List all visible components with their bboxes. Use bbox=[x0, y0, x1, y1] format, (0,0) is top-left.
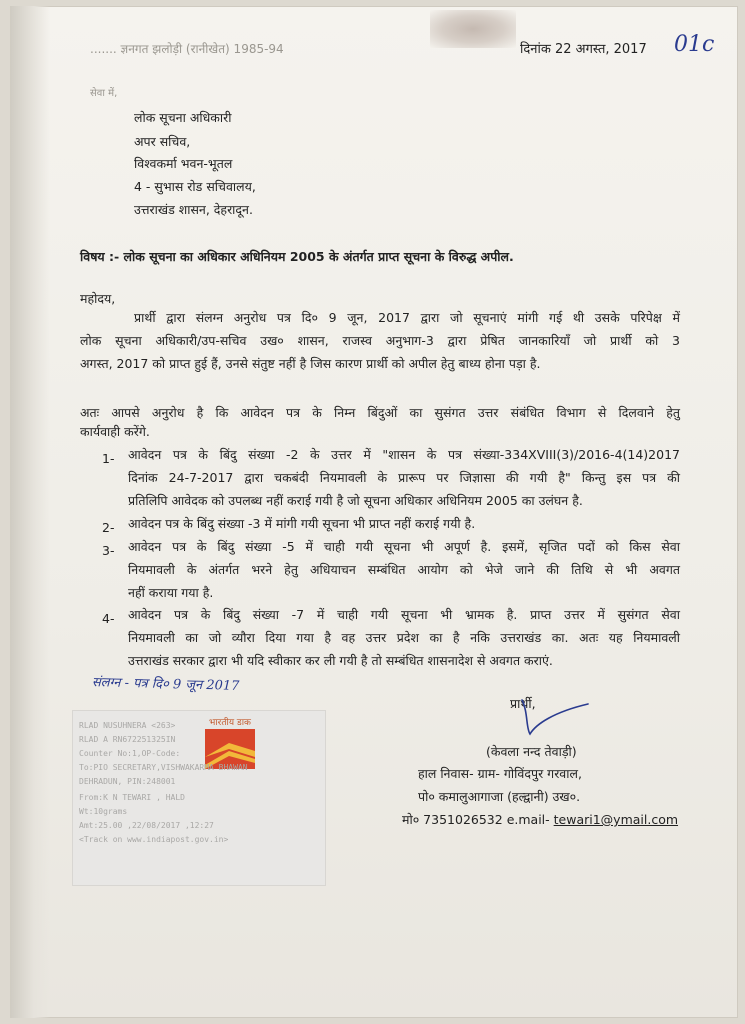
point-1-line-3: प्रतिलिपि आवेदक को उपलब्ध नहीं कराई गयी है जो सूचना अधिकार अधिनियम 2005 का उलंघन है. bbox=[128, 493, 583, 508]
enclosure-note: संलग्न - पत्र दि० 9 जून 2017 bbox=[91, 675, 240, 694]
point-3-line-3: नहीं कराया गया है. bbox=[128, 585, 214, 600]
point-2-number: 2- bbox=[102, 520, 115, 535]
point-3-line-1: आवेदन पत्र के बिंदु संख्या -5 में चाही गयी सूचना भी अपूर्ण है. इसमें, सृजित पदों को किस सेवा bbox=[128, 539, 680, 554]
greeting: महोदय, bbox=[80, 291, 116, 306]
sender-line: ....... ज्ञनगत झलोड़ी (रानीखेत) 1985-94 bbox=[90, 42, 284, 56]
para2-line-1: अतः आपसे अनुरोध है कि आवेदन पत्र के निम्न बिंदुओं का सुसंगत उत्तर संबंधित विभाग से दिलवाने हेतु bbox=[80, 405, 680, 420]
receipt-line-3: Counter No:1,OP-Code: bbox=[79, 749, 181, 758]
email-address: tewari1@ymail.com bbox=[553, 812, 679, 827]
binding-shadow bbox=[10, 6, 50, 1018]
address-line-1: हाल निवास- ग्राम- गोविंदपुर गरवाल, bbox=[418, 766, 582, 781]
point-1-number: 1- bbox=[102, 451, 115, 466]
point-1-line-2: दिनांक 24-7-2017 द्वारा चकबंदी नियमावली के प्रारूप पर जिज्ञासा की गयी है" किन्तु इस पत्र की bbox=[128, 470, 680, 485]
para1-line-2: लोक सूचना अधिकारी/उप-सचिव उख० शासन, राजस्व अनुभाग-3 द्वारा प्रेषित जानकारियाँ जो प्रार्थी को 3 bbox=[80, 333, 680, 348]
point-4-line-1: आवेदन पत्र के बिंदु संख्या -7 में चाही गयी सूचना भी भ्रामक है. प्राप्त उत्तर में सुसंगत सेवा bbox=[128, 607, 680, 622]
india-post-logo-text: भारतीय डाक bbox=[209, 718, 251, 728]
letter-date: दिनांक 22 अगस्त, 2017 bbox=[520, 42, 647, 57]
recipient-line-1: लोक सूचना अधिकारी bbox=[134, 110, 232, 125]
subject-line: विषय :- लोक सूचना का अधिकार अधिनियम 2005 के अंतर्गत प्राप्त सूचना के विरुद्ध अपील. bbox=[80, 249, 514, 264]
receipt-line-9: <Track on www.indiapost.gov.in> bbox=[79, 835, 229, 844]
point-2-line-1: आवेदन पत्र के बिंदु संख्या -3 में मांगी गयी सूचना भी प्राप्त नहीं कराई गयी है. bbox=[128, 516, 476, 531]
letter-page bbox=[10, 6, 738, 1018]
address-line-2: पो० कमालुआगाजा (हल्द्वानी) उख०. bbox=[418, 789, 581, 804]
point-4-line-3: उत्तराखंड सरकार द्वारा भी यदि स्वीकार कर ली गयी है तो सम्बंधित शासनादेश से अवगत कराएं. bbox=[128, 653, 553, 668]
page-mark: 01c bbox=[674, 32, 715, 57]
signature-scribble bbox=[510, 694, 600, 740]
salutation-to: सेवा में, bbox=[90, 88, 118, 99]
receipt-line-8: Amt:25.00 ,22/08/2017 ,12:27 bbox=[79, 821, 214, 830]
receipt-line-4: To:PIO SECRETARY,VISHWAKARMA BHAWAN bbox=[79, 763, 248, 772]
signatory-name: (केवला नन्द तेवाड़ी) bbox=[486, 744, 577, 759]
point-4-number: 4- bbox=[102, 611, 115, 626]
point-4-line-2: नियमावली का जो व्यौरा दिया गया है वह उत्तर प्रदेश का है नकि उत्तराखंड का. अतः यह नियमावली bbox=[128, 630, 680, 645]
para2-line-2: कार्यवाही करेंगे. bbox=[80, 424, 150, 439]
recipient-line-5: उत्तराखंड शासन, देहरादून. bbox=[134, 202, 253, 217]
receipt-line-6: From:K N TEWARI , HALD bbox=[79, 793, 185, 802]
point-3-line-2: नियमावली के अंतर्गत भरने हेतु अधियाचन सम्बंधित आयोग को भेजे जाने की तिथि से भी अवगत bbox=[128, 562, 680, 577]
recipient-line-4: 4 - सुभास रोड सचिवालय, bbox=[134, 179, 256, 194]
recipient-line-3: विश्वकर्मा भवन-भूतल bbox=[134, 156, 233, 171]
recipient-line-2: अपर सचिव, bbox=[134, 134, 191, 149]
prarthi-label: प्रार्थी, bbox=[510, 696, 536, 711]
mobile-line bbox=[402, 812, 678, 828]
mobile-number: मो० 7351026532 e.mail- bbox=[402, 812, 550, 827]
receipt-line-2: RLAD A RN672251325IN bbox=[79, 735, 176, 744]
para1-line-3: अगस्त, 2017 को प्राप्त हुई हैं, उनसे संतुष्ट नहीं है जिस कारण प्रार्थी को अपील हेतु बाध्य होना पड़ा है. bbox=[80, 356, 541, 371]
postal-receipt bbox=[72, 710, 326, 886]
receipt-line-1: RLAD NUSUHNERA <263> bbox=[79, 721, 176, 730]
receipt-line-7: Wt:10grams bbox=[79, 807, 128, 816]
point-1-line-1: आवेदन पत्र के बिंदु संख्या -2 के उत्तर में "शासन के पत्र संख्या-334XVIII(3)/2016-4(14)2017 bbox=[128, 447, 680, 462]
receipt-line-5: DEHRADUN, PIN:248001 bbox=[79, 777, 176, 786]
point-3-number: 3- bbox=[102, 543, 115, 558]
tape-stain bbox=[430, 10, 516, 48]
para1-line-1: प्रार्थी द्वारा संलग्न अनुरोध पत्र दि० 9 जून, 2017 द्वारा जो सूचनाएं मांगी गई थी उसके परिपेक्ष में bbox=[134, 310, 680, 325]
